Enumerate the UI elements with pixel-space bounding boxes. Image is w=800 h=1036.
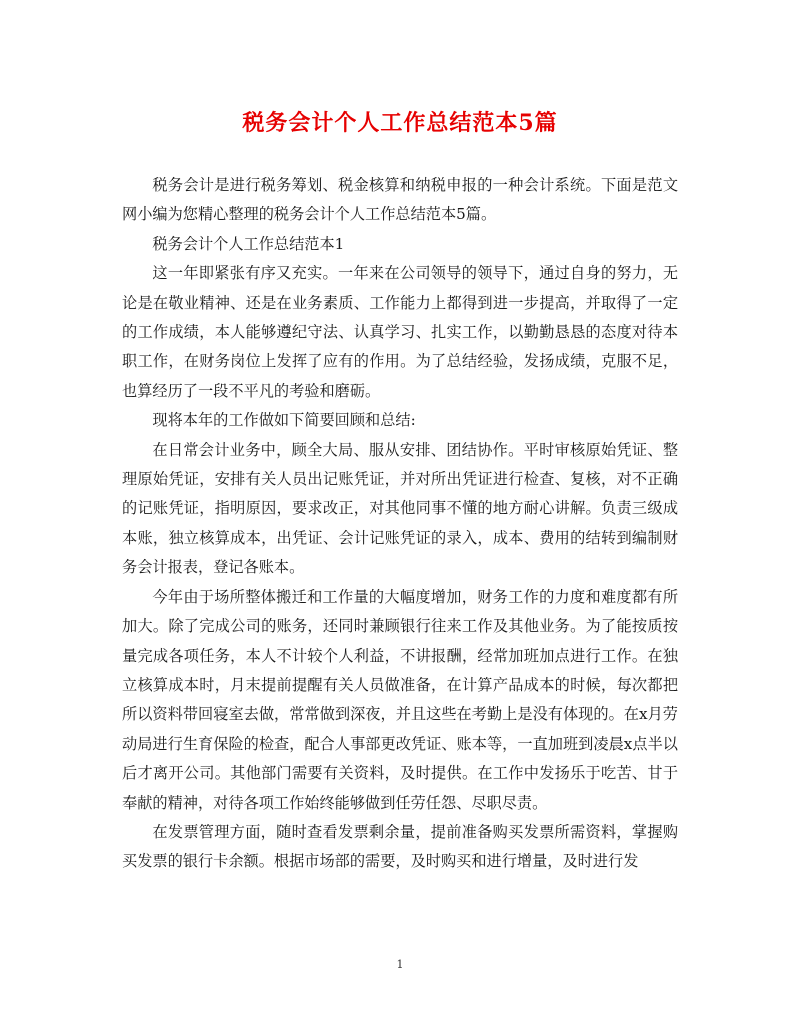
paragraph: 今年由于场所整体搬迁和工作量的大幅度增加，财务工作的力度和难度都有所加大。除了完成公司的账务，还同时兼顾银行往来工作及其他业务。为了能按质按量完成各项任务，本人不计较个人利益，不讲报酬，经常加班加点进行工作。在独立核算成本时，月末提前提醒有关人员做准备，在计算产品成本的时候，每次都把所以资料带回寝室去做，常常做到深夜，并且这些在考勤上是没有体现的。在x月劳动局进行生育保险的检查，配合人事部更改凭证、账本等，一直加班到凌晨x点半以后才离开公司。其他部门需要有关资料，及时提供。在工作中发扬乐于吃苦、甘于奉献的精神，对待各项工作始终能够做到任劳任怨、尽职尽责。 <box>122 587 678 812</box>
paragraph-intro: 税务会计是进行税务筹划、税金核算和纳税申报的一种会计系统。下面是范文网小编为您精心整理的税务会计个人工作总结范本5篇。 <box>122 176 678 224</box>
section-heading-1: 税务会计个人工作总结范本1 <box>152 234 345 253</box>
paragraph: 在日常会计业务中，顾全大局、服从安排、团结协作。平时审核原始凭证、整理原始凭证，安排有关人员出记账凭证，并对所出凭证进行检查、复核，对不正确的记账凭证，指明原因，要求改正，对其他同事不懂的地方耐心讲解。负责三级成本账，独立核算成本，出凭证、会计记账凭证的录入，成本、费用的结转到编制财务会计报表，登记各账本。 <box>122 440 678 577</box>
document-title: 税务会计个人工作总结范本5篇 <box>242 110 558 136</box>
page-number: 1 <box>396 958 404 971</box>
paragraph: 现将本年的工作做如下简要回顾和总结: <box>152 411 416 430</box>
document-body <box>122 171 678 877</box>
paragraph: 在发票管理方面，随时查看发票剩余量，提前准备购买发票所需资料，掌握购买发票的银行卡余额。根据市场部的需要，及时购买和进行增量，及时进行发 <box>122 822 678 871</box>
paragraph: 这一年即紧张有序又充实。一年来在公司领导的领导下，通过自身的努力，无论是在敬业精神、还是在业务素质、工作能力上都得到进一步提高，并取得了一定的工作成绩，本人能够遵纪守法、认真学习、扎实工作，以勤勤恳恳的态度对待本职工作，在财务岗位上发挥了应有的作用。为了总结经验，发扬成绩，克服不足，也算经历了一段不平凡的考验和磨砺。 <box>122 264 678 400</box>
